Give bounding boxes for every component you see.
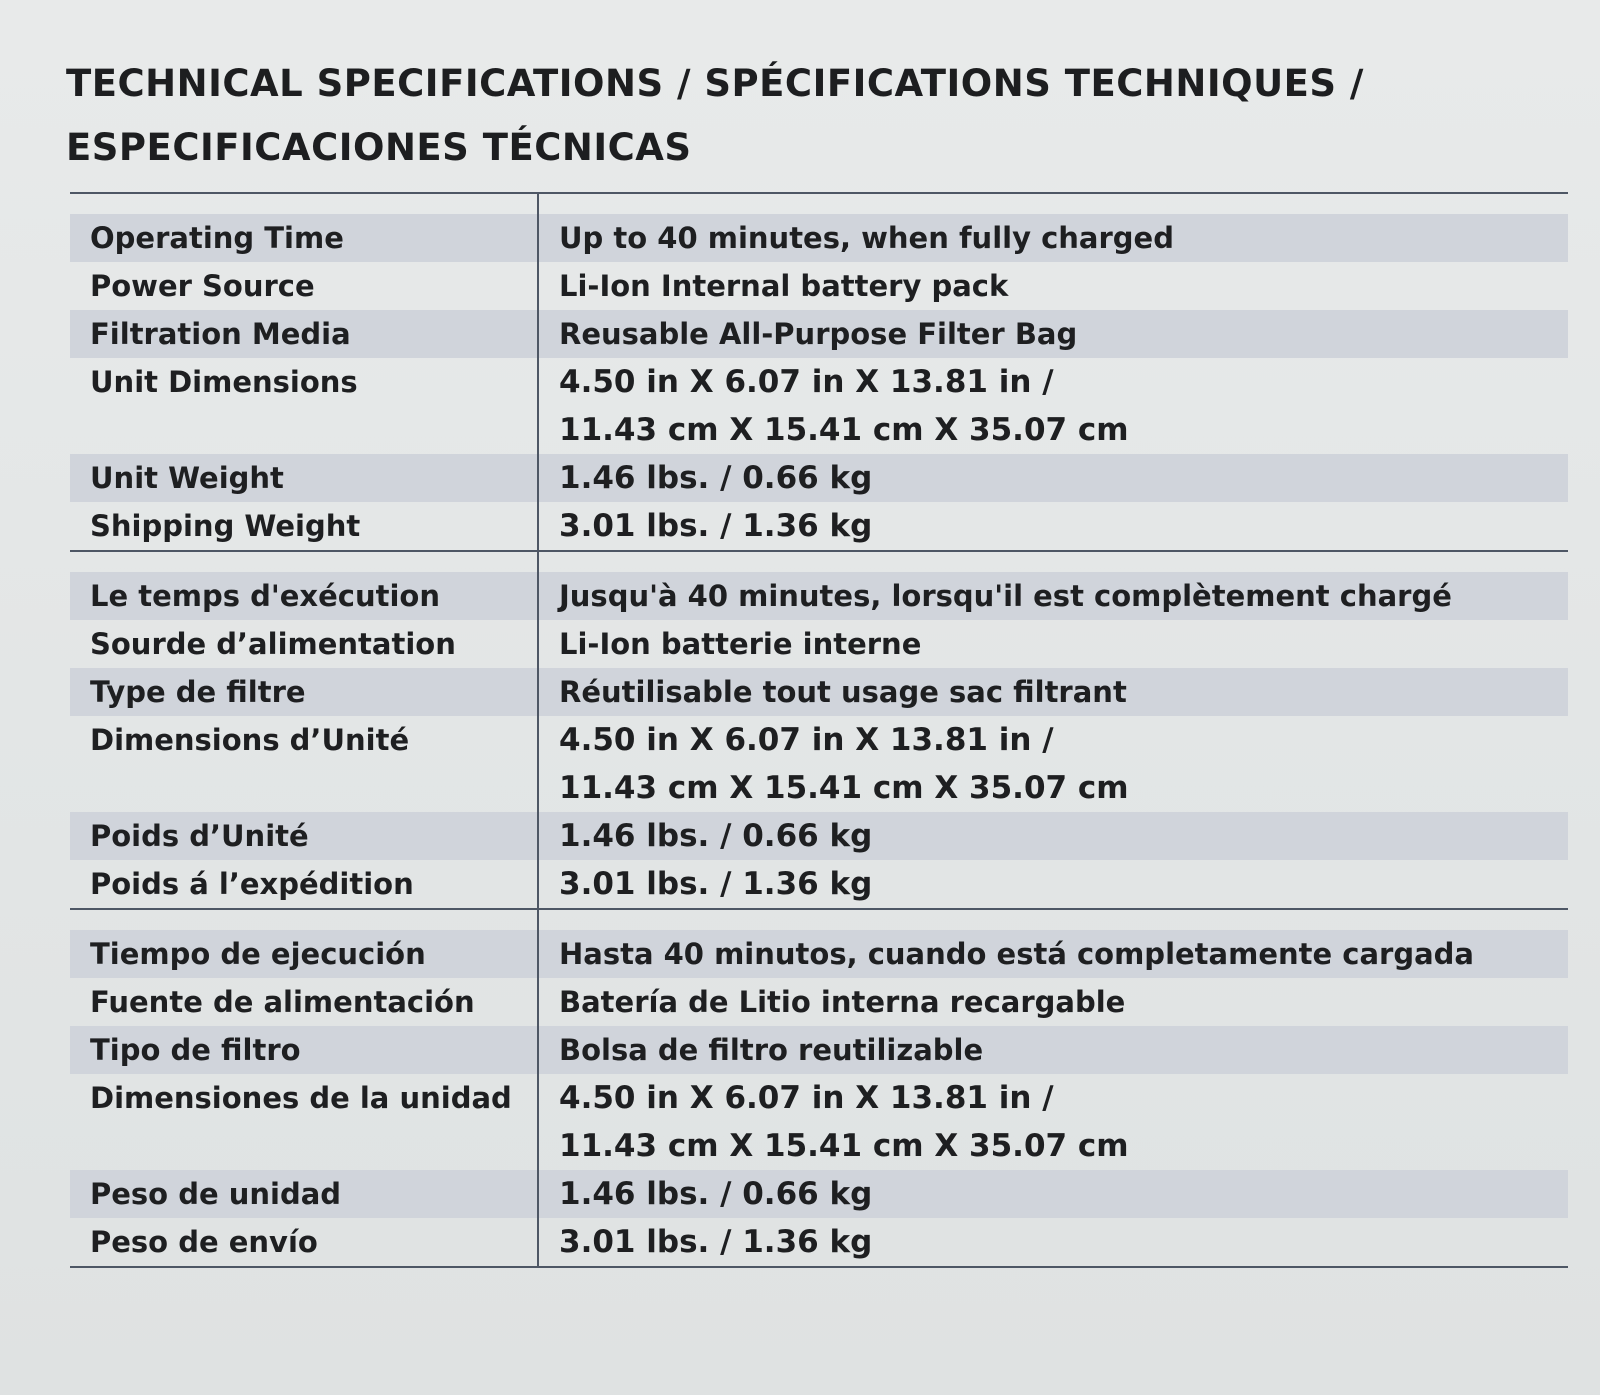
spec-section-spanish	[70, 910, 1568, 1268]
spec-value-line: 11.43 cm X 15.41 cm X 35.07 cm	[559, 1128, 1129, 1164]
spec-value	[537, 812, 872, 860]
spec-row	[70, 1218, 1568, 1266]
spec-label: Type de filtre	[90, 675, 306, 709]
spec-value	[537, 668, 1127, 716]
spec-row	[70, 454, 1568, 502]
spec-section-english	[70, 194, 1568, 552]
spec-label: Poids á l’expédition	[90, 867, 414, 901]
spec-value-line: 3.01 lbs. / 1.36 kg	[559, 866, 873, 902]
spec-value-line: 4.50 in X 6.07 in X 13.81 in /	[559, 1080, 1054, 1116]
spec-row	[70, 860, 1568, 908]
spec-label: Peso de unidad	[90, 1177, 342, 1211]
spec-value	[537, 1074, 1129, 1170]
spec-row	[70, 262, 1568, 310]
spec-value-line: Li-Ion batterie interne	[559, 627, 922, 661]
spec-row	[70, 978, 1568, 1026]
spec-label: Tipo de filtro	[90, 1033, 301, 1067]
spec-label: Le temps d'exécution	[90, 579, 440, 613]
spec-row	[70, 716, 1568, 812]
spec-label: Shipping Weight	[90, 509, 361, 543]
spec-label: Unit Dimensions	[90, 365, 358, 399]
spec-value	[537, 214, 1174, 262]
spec-row	[70, 668, 1568, 716]
spec-row	[70, 502, 1568, 550]
spec-value	[537, 1026, 983, 1074]
spec-row	[70, 1170, 1568, 1218]
spec-label: Peso de envío	[90, 1225, 318, 1259]
column-divider	[537, 910, 539, 1266]
spec-label: Operating Time	[90, 221, 344, 255]
column-divider	[537, 194, 539, 550]
spec-value-line: 4.50 in X 6.07 in X 13.81 in /	[559, 364, 1054, 400]
spec-value-line: Réutilisable tout usage sac filtrant	[559, 675, 1127, 709]
spec-value	[537, 978, 1125, 1026]
spec-label: Dimensions d’Unité	[90, 723, 410, 757]
spec-row	[70, 358, 1568, 454]
title-line-1: TECHNICAL SPECIFICATIONS / SPÉCIFICATIONS TECHNIQUES /	[66, 62, 1364, 105]
spec-value-line: 1.46 lbs. / 0.66 kg	[559, 818, 873, 854]
spec-row	[70, 812, 1568, 860]
spec-value	[537, 1170, 872, 1218]
title-line-2: ESPECIFICACIONES TÉCNICAS	[66, 126, 692, 169]
spec-value-line: Bolsa de filtro reutilizable	[559, 1033, 984, 1067]
spec-value	[537, 572, 1452, 620]
spec-label: Dimensiones de la unidad	[90, 1081, 512, 1115]
spec-value-line: 1.46 lbs. / 0.66 kg	[559, 1176, 873, 1212]
spec-value	[537, 358, 1129, 454]
spec-value-line: 1.46 lbs. / 0.66 kg	[559, 460, 873, 496]
page-title	[66, 52, 1566, 180]
spec-value	[537, 454, 872, 502]
spec-label: Filtration Media	[90, 317, 351, 351]
spec-value-line: Up to 40 minutes, when fully charged	[559, 221, 1174, 255]
spec-value-line: Batería de Litio interna recargable	[559, 985, 1126, 1019]
spec-value	[537, 1218, 872, 1266]
column-divider	[537, 552, 539, 908]
spec-label: Sourde d’alimentation	[90, 627, 456, 661]
spec-row	[70, 310, 1568, 358]
spec-value-line: 3.01 lbs. / 1.36 kg	[559, 508, 873, 544]
spec-value	[537, 262, 1008, 310]
spec-row	[70, 620, 1568, 668]
spec-label: Poids d’Unité	[90, 819, 309, 853]
spec-label: Unit Weight	[90, 461, 284, 495]
spec-table	[70, 192, 1568, 1268]
spec-section-french	[70, 552, 1568, 910]
spec-value-line: 11.43 cm X 15.41 cm X 35.07 cm	[559, 770, 1129, 806]
spec-value-line: 11.43 cm X 15.41 cm X 35.07 cm	[559, 412, 1129, 448]
spec-value-line: Jusqu'à 40 minutes, lorsqu'il est complètement chargé	[559, 579, 1452, 613]
spec-value	[537, 310, 1077, 358]
spec-value	[537, 716, 1129, 812]
spec-value-line: Reusable All-Purpose Filter Bag	[559, 317, 1078, 351]
spec-value	[537, 502, 872, 550]
spec-label: Power Source	[90, 269, 315, 303]
spec-row	[70, 930, 1568, 978]
spec-row	[70, 1026, 1568, 1074]
spec-value	[537, 860, 872, 908]
spec-label: Fuente de alimentación	[90, 985, 475, 1019]
spec-value-line: 3.01 lbs. / 1.36 kg	[559, 1224, 873, 1260]
spec-value	[537, 930, 1474, 978]
spec-value-line: 4.50 in X 6.07 in X 13.81 in /	[559, 722, 1054, 758]
spec-value	[537, 620, 921, 668]
spec-label: Tiempo de ejecución	[90, 937, 426, 971]
spec-value-line: Hasta 40 minutos, cuando está completamente cargada	[559, 937, 1474, 971]
spec-row	[70, 572, 1568, 620]
spec-value-line: Li-Ion Internal battery pack	[559, 269, 1009, 303]
spec-row	[70, 1074, 1568, 1170]
spec-row	[70, 214, 1568, 262]
